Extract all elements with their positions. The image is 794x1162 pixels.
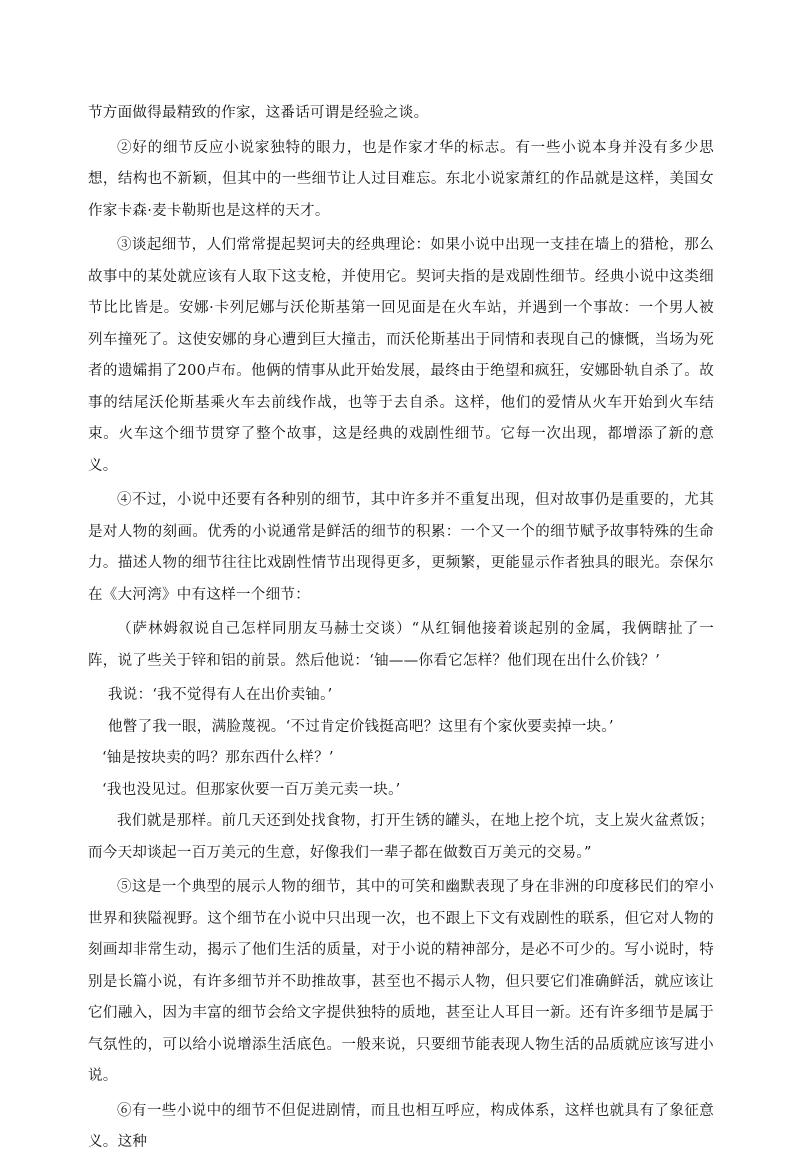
quote-line-3: 他瞥了我一眼，满脸蔑视。‘不过肯定价钱挺高吧？这里有个家伙要卖掉一块。’ — [108, 718, 614, 735]
quoted-excerpt — [88, 614, 714, 869]
paragraph-6: ⑥有一些小说中的细节不但促进剧情，而且也相互呼应，构成体系，这样也就具有了象征意义。这种 — [88, 1102, 714, 1150]
quote-line-5: ‘我也没见过。但那家伙要一百万美元卖一块。’ — [102, 781, 401, 798]
quote-line-2: 我说：‘我不觉得有人在出价卖铀。’ — [108, 687, 333, 703]
quote-line-1: （萨林姆叙说自己怎样同朋友马赫士交谈）“从红铜他接着谈起别的金属，我俩瞎扯了一阵，说了些关于锌和铝的前景。然后他说：‘铀——你看它怎样？他们现在出什么价钱？’ — [88, 621, 714, 669]
paragraph-continuation: 节方面做得最精致的作家，这番话可谓是经验之谈。 — [88, 105, 429, 121]
quote-line-6: 我们就是那样。前几天还到处找食物，打开生锈的罐头，在地上挖个坑，支上炭火盆煮饭；而今天却谈起一百万美元的生意，好像我们一辈子都在做数百万美元的交易。” — [88, 813, 714, 861]
document-body — [88, 98, 714, 1162]
paragraph-3: ③谈起细节，人们常常提起契诃夫的经典理论：如果小说中出现一支挂在墙上的猎枪，那么故事中的某处就应该有人取下这支枪，并使用它。契诃夫指的是戏剧性细节。经典小说中这类细节比比皆是。安娜·卡列尼娜与沃伦斯基第一回见面是在火车站，并遇到一个事故：一个男人被列车撞死了。这使安娜的身心遭到巨大撞击，而沃伦斯基出于同情和表现自己的慷慨，当场为死者的遗孀捐了200卢布。他俩的情事从此开始发展，最终由于绝望和疯狂，安娜卧轨自杀了。故事的结尾沃伦斯基乘火车去前线作战，也等于去自杀。这样，他们的爱情从火车开始到火车结束。火车这个细节贯穿了整个故事，这是经典的戏剧性细节。它每一次出现，都增添了新的意义。 — [88, 237, 714, 474]
paragraph-2: ②好的细节反应小说家独特的眼力，也是作家才华的标志。有一些小说本身并没有多少思想，结构也不新颖，但其中的一些细节让人过目难忘。东北小说家萧红的作品就是这样，美国女作家卡森·麦卡勒斯也是这样的天才。 — [88, 139, 714, 219]
paragraph-5: ⑤这是一个典型的展示人物的细节，其中的可笑和幽默表现了身在非洲的印度移民们的窄小世界和狭隘视野。这个细节在小说中只出现一次，也不跟上下文有戏剧性的联系，但它对人物的刻画却非常生动，揭示了他们生活的质量，对于小说的精神部分，是必不可少的。写小说时，特别是长篇小说，有许多细节并不助推故事，甚至也不揭示人物，但只要它们准确鲜活，就应该让它们融入，因为丰富的细节会给文字提供独特的质地，甚至让人耳目一新。还有许多细节是属于气氛性的，可以给小说增添生活底色。一般来说，只要细节能表现人物生活的品质就应该写进小说。 — [88, 879, 714, 1084]
quote-line-4: ‘铀是按块卖的吗？那东西什么样？’ — [102, 750, 334, 766]
paragraph-4: ④不过，小说中还要有各种别的细节，其中许多并不重复出现，但对故事仍是重要的，尤其是对人物的刻画。优秀的小说通常是鲜活的细节的积累：一个又一个的细节赋予故事特殊的生命力。描述人物的细节往往比戏剧性情节出现得更多，更频繁，更能显示作者独具的眼光。奈保尔在《大河湾》中有这样一个细节： — [88, 492, 714, 603]
